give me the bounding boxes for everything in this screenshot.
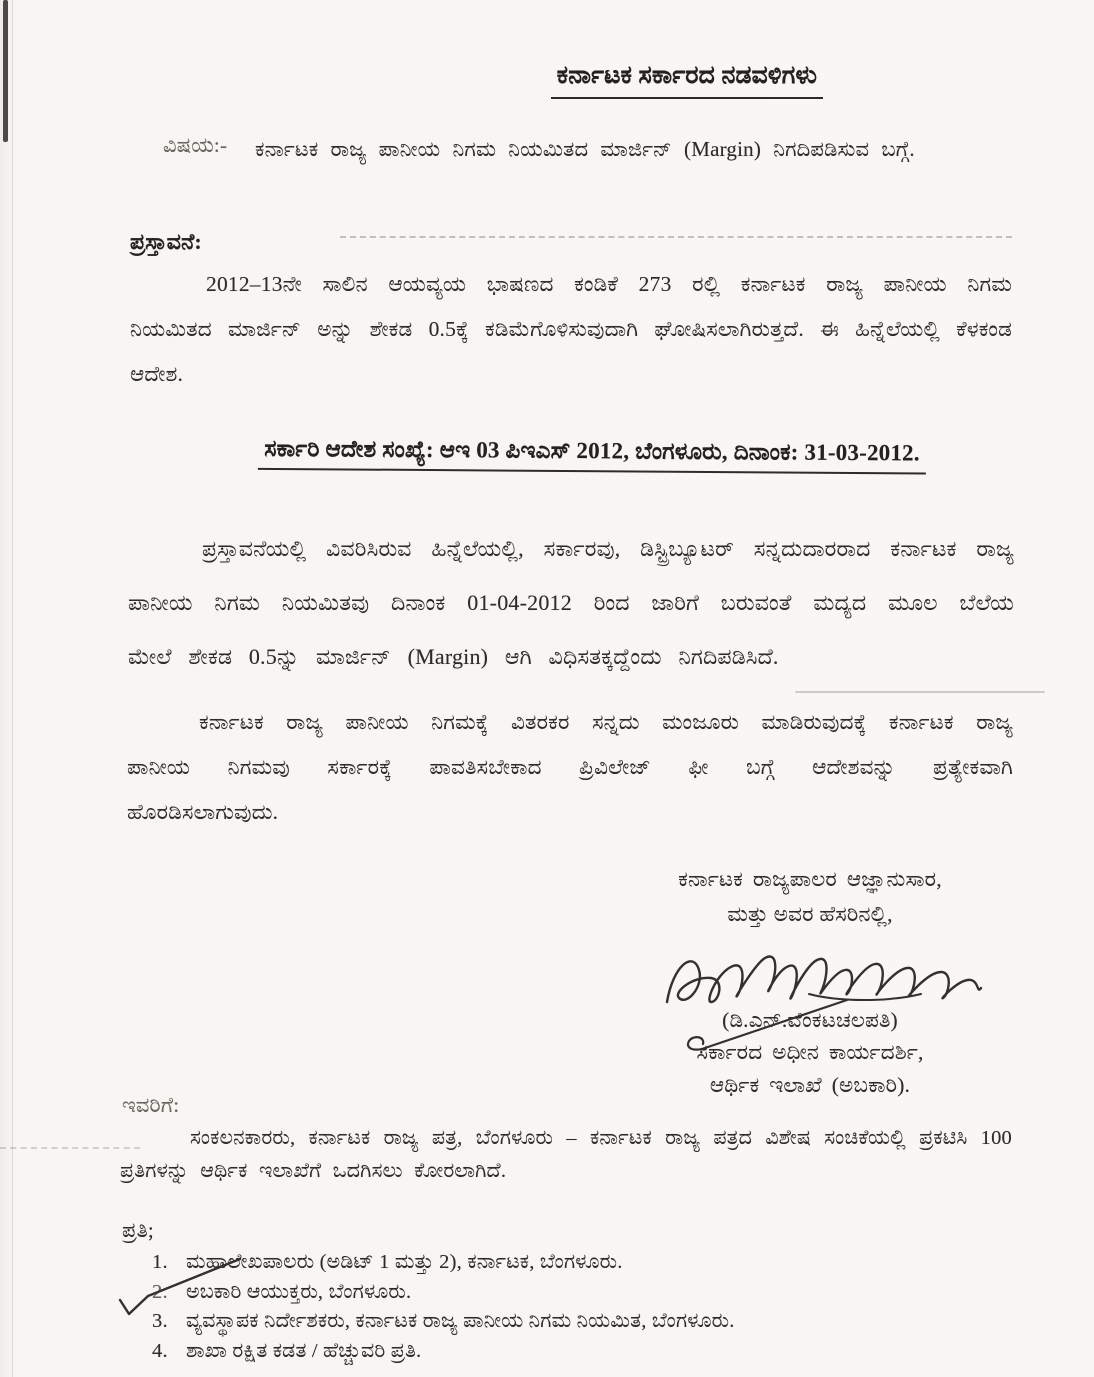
subject-text: ಕರ್ನಾಟಕ ರಾಜ್ಯ ಪಾನೀಯ ನಿಗಮ ನಿಯಮಿತದ ಮಾರ್ಜಿನ್ (Margin) ನಿಗದಿಪಡಿಸುವ ಬಗ್ಗೆ. (255, 137, 915, 161)
arrow-flourish-icon (675, 992, 875, 1062)
preamble-paragraph: 2012–13ನೇ ಸಾಲಿನ ಆಯವ್ಯಯ ಭಾಷಣದ ಕಂಡಿಕೆ 273 ರಲ್ಲಿ ಕರ್ನಾಟಕ ರಾಜ್ಯ ಪಾನೀಯ ನಿಗಮ ನಿಯಮಿತದ ಮಾರ್ಜಿನ್ ಅನ್ನು ಶೇಕಡ 0.5ಕ್ಕೆ ಕಡಿಮೆಗೊಳಿಸುವುದಾಗಿ ಘೋಷಿಸಲಾಗಿರುತ್ತದೆ. ಈ ಹಿನ್ನೆಲೆಯಲ್ಲಿ ಕೆಳಕಂಡ ಆದೇಶ. (130, 272, 1012, 386)
by-order-line: ಕರ್ನಾಟಕ ರಾಜ್ಯಪಾಲರ ಆಜ್ಞಾನುಸಾರ, (678, 867, 942, 891)
signatory-department: ಆರ್ಥಿಕ ಇಲಾಖೆ (ಅಬಕಾರಿ). (709, 1073, 911, 1097)
document-title: ಕರ್ನಾಟಕ ಸರ್ಕಾರದ ನಡವಳಿಗಳು (551, 58, 823, 99)
list-item-text: ಮಹಾಲೇಖಪಾಲರು (ಅಡಿಟ್ 1 ಮತ್ತು 2), ಕರ್ನಾಟಕ, ಬೆಂಗಳೂರು. (186, 1251, 623, 1273)
scan-edge-line (12, 0, 13, 1377)
list-item-number: 2. (152, 1280, 168, 1303)
list-item (152, 1337, 1022, 1367)
to-label: ಇವರಿಗೆ: (122, 1093, 180, 1117)
scan-dashed-line-left (0, 1147, 140, 1149)
checkmark-annotation-icon (116, 1252, 246, 1322)
list-item (152, 1248, 1022, 1278)
order-paragraph: ಪ್ರಸ್ತಾವನೆಯಲ್ಲಿ ವಿವರಿಸಿರುವ ಹಿನ್ನೆಲೆಯಲ್ಲಿ, ಸರ್ಕಾರವು, ಡಿಸ್ಟ್ರಿಬ್ಯೂಟರ್ ಸನ್ನದುದಾರರಾದ ಕರ್ನಾಟಕ ರಾಜ್ಯ ಪಾನೀಯ ನಿಗಮ ನಿಯಮಿತವು ದಿನಾಂಕ 01-04-2012 ರಿಂದ ಜಾರಿಗೆ ಬರುವಂತೆ ಮದ್ಯದ ಮೂಲ ಬೆಲೆಯ ಮೇಲೆ ಶೇಕಡ 0.5ನ್ನು ಮಾರ್ಜಿನ್ (Margin) ಆಗಿ ವಿಧಿಸತಕ್ಕದ್ದೆಂದು ನಿಗದಿಪಡಿಸಿದೆ. (128, 536, 1014, 669)
privilege-paragraph: ಕರ್ನಾಟಕ ರಾಜ್ಯ ಪಾನೀಯ ನಿಗಮಕ್ಕೆ ವಿತರಕರ ಸನ್ನದು ಮಂಜೂರು ಮಾಡಿರುವುದಕ್ಕೆ ಕರ್ನಾಟಕ ರಾಜ್ಯ ಪಾನೀಯ ನಿಗಮವು ಸರ್ಕಾರಕ್ಕೆ ಪಾವತಿಸಬೇಕಾದ ಪ್ರಿವಿಲೇಜ್ ಫೀ ಬಗ್ಗೆ ಆದೇಶವನ್ನು ಪ್ರತ್ಯೇಕವಾಗಿ ಹೊರಡಿಸಲಾಗುವುದು. (127, 710, 1013, 824)
scan-line-artifact (795, 691, 1045, 693)
signatory-name: (ಡಿ.ಎನ್.ವೆಂಕಟಚಲಪತಿ) (722, 1008, 898, 1032)
copy-list (152, 1248, 1022, 1367)
list-item-number: 4. (152, 1340, 168, 1363)
list-item-number: 1. (152, 1251, 168, 1273)
order-number-wrap (0, 430, 1094, 476)
order-number-line: ಸರ್ಕಾರಿ ಆದೇಶ ಸಂಖ್ಯೆ: ಆಇ 03 ಪಿಇಎಸ್ 2012, ಬೆಂಗಳೂರು, ದಿನಾಂಕ: 31-03-2012. (258, 432, 926, 475)
signature-block (615, 862, 1005, 1102)
scan-dashed-line-top (340, 236, 1012, 238)
list-item-text: ವ್ಯವಸ್ಥಾಪಕ ನಿರ್ದೇಶಕರು, ಕರ್ನಾಟಕ ರಾಜ್ಯ ಪಾನೀಯ ನಿಗಮ ನಿಯಮಿತ, ಬೆಂಗಳೂರು. (186, 1310, 735, 1333)
document-title-wrap (0, 58, 1094, 99)
in-name-line: ಮತ್ತು ಅವರ ಹೆಸರಿನಲ್ಲಿ, (727, 902, 893, 926)
subject-label: ವಿಷಯ:- (163, 133, 228, 157)
list-item (152, 1278, 1022, 1308)
list-item-text: ಶಾಖಾ ರಕ್ಷಿತ ಕಡತ / ಹೆಚ್ಚುವರಿ ಪ್ರತಿ. (186, 1340, 422, 1363)
list-item-text: ಅಬಕಾರಿ ಆಯುಕ್ತರು, ಬೆಂಗಳೂರು. (186, 1280, 412, 1303)
copy-label: ಪ್ರತಿ; (122, 1218, 154, 1242)
signatory-designation: ಸರ್ಕಾರದ ಅಧೀನ ಕಾರ್ಯದರ್ಶಿ, (696, 1040, 924, 1064)
to-paragraph: ಸಂಕಲನಕಾರರು, ಕರ್ನಾಟಕ ರಾಜ್ಯ ಪತ್ರ, ಬೆಂಗಳೂರು – ಕರ್ನಾಟಕ ರಾಜ್ಯ ಪತ್ರದ ವಿಶೇಷ ಸಂಚಿಕೆಯಲ್ಲಿ ಪ್ರಕಟಿಸಿ 100 ಪ್ರತಿಗಳನ್ನು ಆರ್ಥಿಕ ಇಲಾಖೆಗೆ ಒದಗಿಸಲು ಕೋರಲಾಗಿದೆ. (120, 1127, 1012, 1182)
list-item-number: 3. (152, 1310, 168, 1333)
list-item (152, 1307, 1022, 1337)
preamble-heading: ಪ್ರಸ್ತಾವನೆ: (130, 229, 202, 254)
